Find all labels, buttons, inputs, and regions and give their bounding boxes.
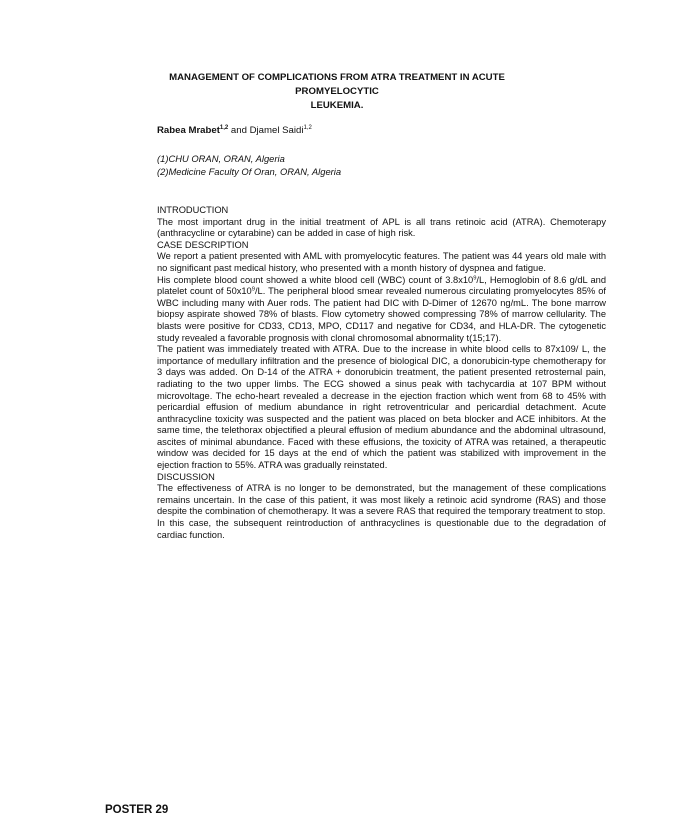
section-heading-introduction: INTRODUCTION <box>157 205 229 215</box>
author-connector: and <box>228 125 250 136</box>
case-paragraph: The patient was immediately treated with ATRA. Due to the increase in white blood cells to 87x109/ L, the importance of medullary infiltration and the presence of biological DIC, a donorubicin-type chemotherapy for 3 days was added. On D-14 of the ATRA + donorubicin treatment, the patient presented retrosternal pain, radiating to the two upper limbs. The ECG showed a sinus peak with tachycardia at 107 BPM without microvoltage. The echo-heart revealed a decrease in the ejection fraction which went from 68 to 45% with pericardial effusion of medium abundance in right retroventricular and pericardial detachment. Acute anthracycline toxicity was suspected and the patient was placed on beta blocker and ACE inhibitors. At the same time, the telethorax objectified a pleural effusion of medium abundance and the abdominal ultrasound, ascites of minimal abundance. Faced with these effusions, the toxicity of ATRA was retained, a therapeutic window was decided for 15 days at the end of which the patient was stabilized with improvement in the ejection fraction to 55%. ATRA was gradually reinstated. <box>157 344 606 471</box>
title-line-1: MANAGEMENT OF COMPLICATIONS FROM ATRA TREATMENT IN ACUTE PROMYELOCYTIC <box>169 72 505 97</box>
title-line-2: LEUKEMIA. <box>310 100 364 111</box>
introduction-paragraph: The most important drug in the initial treatment of APL is all trans retinoic acid (ATRA). Chemoterapy (anthracycline or cytarabine) can be added in case of high risk. <box>157 216 606 239</box>
author-name: Rabea Mrabet <box>157 125 220 136</box>
author-affiliation-marker: 1,2 <box>303 125 312 131</box>
section-heading-discussion: DISCUSSION <box>157 471 215 482</box>
superscript: 9 <box>473 275 477 282</box>
affiliations <box>157 152 341 178</box>
case-text: /L, Hemoglobin of 8.6 g/dL and platelet count of 50x10 <box>157 274 606 297</box>
superscript: 9 <box>251 286 255 293</box>
discussion-paragraph: The effectiveness of ATRA is no longer to be demonstrated, but the management of these complications remains uncertain. In the case of this patient, it was most likely a retinoic acid syndrome (RAS) and those despite the combination of chemotherapy. It was a severe RAS that required the temporary treatment to stop. <box>157 483 606 517</box>
author-name: Djamel Saidi <box>249 125 304 136</box>
affiliation-line: (1)CHU ORAN, ORAN, Algeria <box>157 153 285 164</box>
author-affiliation-marker: 1,2 <box>219 125 229 131</box>
case-paragraph <box>157 275 606 345</box>
affiliation-line: (2)Medicine Faculty Of Oran, ORAN, Algeria <box>157 166 342 177</box>
abstract-body <box>157 205 606 541</box>
discussion-paragraph: In this case, the subsequent reintroduction of anthracyclines is questionable due to the degradation of cardiac function. <box>157 518 606 540</box>
case-text: His complete blood count showed a white blood cell (WBC) count of 3.8x10 <box>157 274 474 285</box>
case-paragraph: We report a patient presented with AML with promyelocytic features. The patient was 44 years old male with no significant past medical history, who presented with a month history of dyspnea and fatigue. <box>157 251 606 273</box>
author-list <box>157 124 312 137</box>
case-text: /L. The peripheral blood smear revealed numerous circulating promyelocytes 85% of WBC including many with Auer rods. The patient had DIC with D-Dimer of 12670 ng/mL. The bone marrow biopsy aspirate showed 78% of blasts. Flow cytometry showed compressing 78% of marrow cellularity. The blasts were positive for CD33, CD13, MPO, CD117 and negative for CD34, and HLA-DR. The cytogenetic study revealed a favorable prognosis with clonal chromosomal abnormality t(15;17). <box>157 286 606 343</box>
section-heading-case-description: CASE DESCRIPTION <box>157 239 249 250</box>
poster-number: POSTER 29 <box>105 804 169 816</box>
paper-title <box>150 71 524 113</box>
